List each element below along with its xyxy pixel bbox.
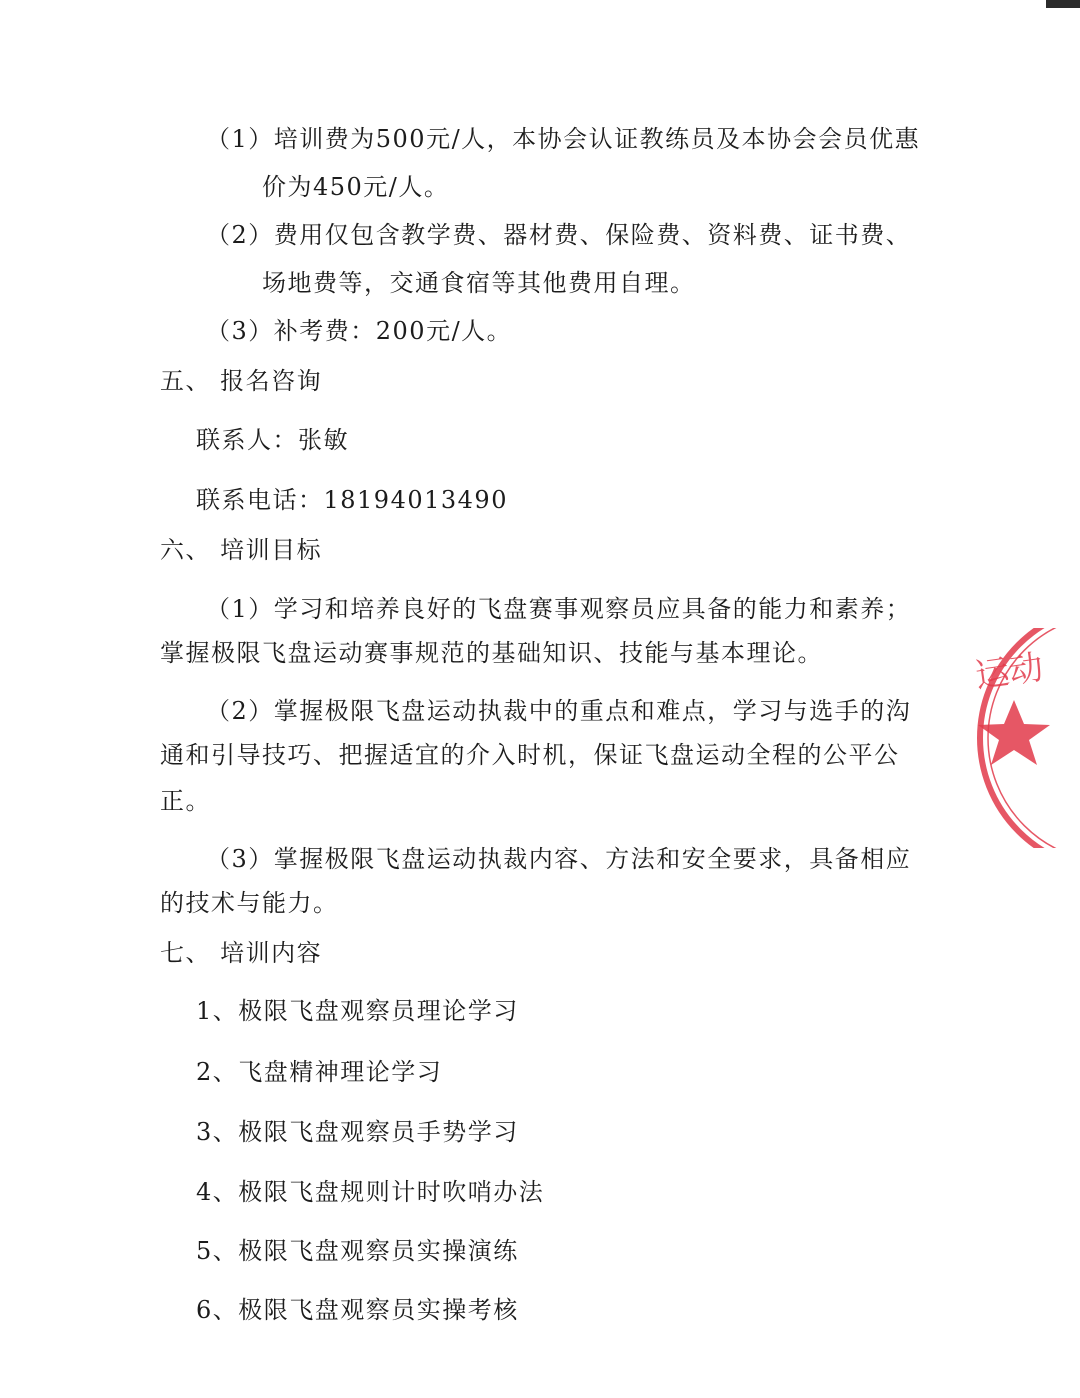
fee-item-1-line-2: 价为450元/人。 (262, 173, 450, 201)
section-5-heading: 五、 报名咨询 (160, 367, 323, 395)
svg-text:运动: 运动 (972, 647, 1046, 697)
fee-item-3: （3）补考费：200元/人。 (206, 317, 513, 345)
goal-3-line-1: （3）掌握极限飞盘运动执裁内容、方法和安全要求，具备相应 (206, 845, 912, 873)
content-item-3: 3、极限飞盘观察员手势学习 (196, 1118, 519, 1146)
content-item-6: 6、极限飞盘观察员实操考核 (196, 1296, 519, 1324)
fee-item-1-line-1: （1）培训费为500元/人，本协会认证教练员及本协会会员优惠 (206, 125, 921, 153)
goal-2-line-2: 通和引导技巧、把握适宜的介入时机，保证飞盘运动全程的公平公 (160, 741, 900, 769)
content-item-4: 4、极限飞盘规则计时吹哨办法 (196, 1178, 545, 1206)
content-item-1: 1、极限飞盘观察员理论学习 (196, 997, 519, 1025)
goal-2-line-1: （2）掌握极限飞盘运动执裁中的重点和难点，学习与选手的沟 (206, 697, 912, 725)
contact-person: 联系人：张敏 (196, 426, 349, 454)
fee-item-2-line-1: （2）费用仅包含教学费、器材费、保险费、资料费、证书费、 (206, 221, 912, 249)
official-seal-graphic (962, 628, 1080, 848)
section-7-heading: 七、 培训内容 (160, 939, 323, 967)
goal-2-line-3: 正。 (160, 787, 211, 815)
official-seal (962, 628, 1080, 848)
contact-phone: 联系电话：18194013490 (196, 486, 508, 514)
goal-3-line-2: 的技术与能力。 (160, 889, 339, 917)
goal-1-line-2: 掌握极限飞盘运动赛事规范的基础知识、技能与基本理论。 (160, 639, 823, 667)
content-item-5: 5、极限飞盘观察员实操演练 (196, 1237, 519, 1265)
goal-1-line-1: （1）学习和培养良好的飞盘赛事观察员应具备的能力和素养； (206, 595, 912, 623)
section-6-heading: 六、 培训目标 (160, 536, 323, 564)
content-item-2: 2、飞盘精神理论学习 (196, 1058, 443, 1086)
scan-edge-mark (1046, 0, 1080, 8)
fee-item-2-line-2: 场地费等，交通食宿等其他费用自理。 (262, 269, 696, 297)
